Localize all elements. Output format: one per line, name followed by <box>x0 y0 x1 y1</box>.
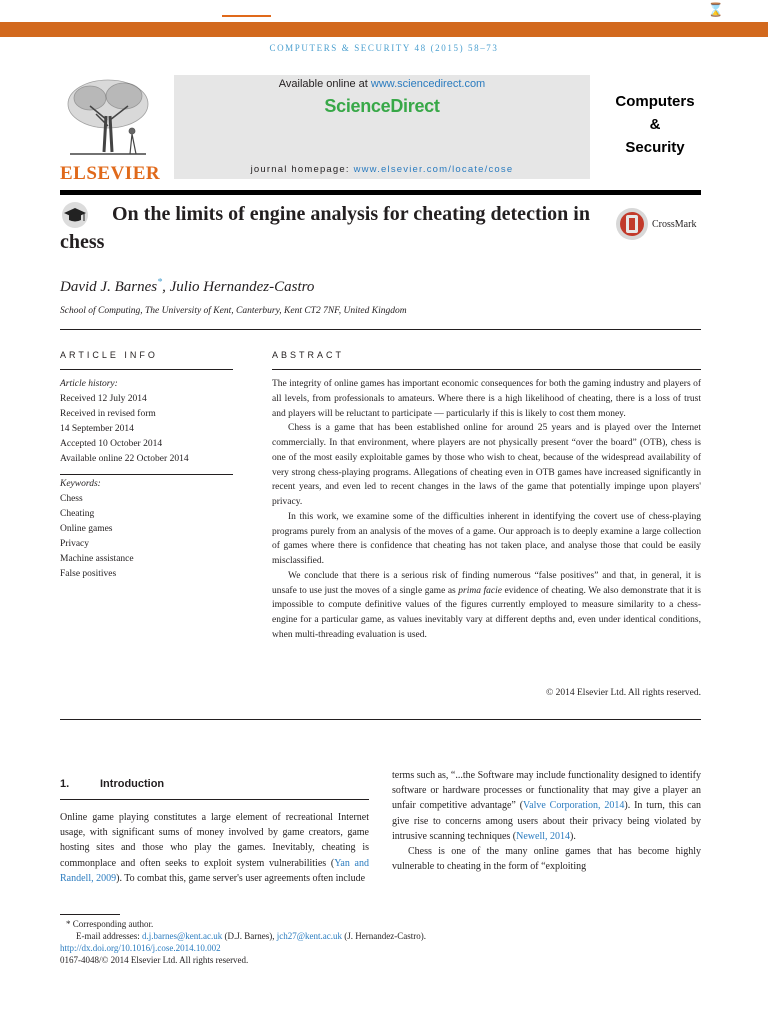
abstract-heading: ABSTRACT <box>272 350 345 360</box>
available-prefix: Available online at <box>278 78 371 90</box>
doi-link[interactable]: http://dx.doi.org/10.1016/j.cose.2014.10.002 <box>60 943 221 953</box>
abstract-copyright: © 2014 Elsevier Ltd. All rights reserved. <box>546 688 701 698</box>
abstract-paragraph: The integrity of online games has important economic consequences for both the gaming industry and players of all levels, from professionals to amateurs. Where there is a high likelihood of cheating, there is a loss of trust and players will be reluctant to participate — particularly if this is likely to cost them money. <box>272 379 701 419</box>
top-bar <box>0 0 768 22</box>
journal-title-line-2: & <box>649 116 661 133</box>
body-text: ). In turn, this can give rise to concerns among users about their privacy being violated by intrusive scanning techniques ( <box>392 800 702 842</box>
body-paragraph: Chess is one of the many online games that has become highly vulnerable to cheating in the form of “exploiting <box>392 846 701 873</box>
top-accent-line <box>222 15 271 17</box>
section-heading <box>60 778 164 790</box>
keyword-item: Machine assistance <box>60 553 134 564</box>
journal-reference: COMPUTERS & SECURITY 48 (2015) 58–73 <box>269 43 499 53</box>
orange-band <box>0 22 768 37</box>
abstract-italic: prima facie <box>458 585 503 596</box>
article-info-heading: ARTICLE INFO <box>60 350 158 360</box>
abstract-body <box>272 377 701 643</box>
right-column <box>392 768 701 874</box>
email-link[interactable]: d.j.barnes@kent.ac.uk <box>141 931 223 941</box>
body-paragraph <box>60 810 369 886</box>
crossmark-label: CrossMark <box>652 219 697 230</box>
history-item: Received in revised form <box>60 408 156 419</box>
homepage-link[interactable]: www.elsevier.com/locate/cose <box>353 164 514 175</box>
email-owner: (J. Hernandez-Castro). <box>342 931 426 941</box>
email-line <box>60 930 426 942</box>
email-link[interactable]: jch27@kent.ac.uk <box>276 931 343 941</box>
abstract-text: evidence of cheating. We also demonstrate that it is impossible to compute definitive values of the figures currently employed to measure similarity to a chess-engine for a particular game, as values inevitably vary at different depths and, even under identical conditions, when multi-threading evaluation is used. <box>272 585 701 640</box>
author-2: , Julio Hernandez-Castro <box>162 279 315 295</box>
available-online-line <box>174 78 590 90</box>
keyword-item: False positives <box>60 568 117 579</box>
reader-icon[interactable]: ⌛ <box>707 2 724 17</box>
issn-line: 0167-4048/© 2014 Elsevier Ltd. All rights reserved. <box>60 955 249 965</box>
abstract-paragraph: In this work, we examine some of the difficulties inherent in identifying the covert use of chess-playing programs purely from an analysis of the moves of a game. Our approach is to deeply examine a large collection of games where there is confidence that cheating has not taken place, and analyse those that could be easily misclassified. <box>272 511 701 566</box>
elsevier-tree-logo <box>60 76 156 160</box>
body-text: Online game playing constitutes a large element of recreational Internet usage, with significant sums of money involved by game creators, game hosting sites and those who play the games. Inevitably, cheating is commonplace and often seeks to exploit system vulnerabilities ( <box>60 812 369 869</box>
footnote-rule <box>60 914 120 915</box>
keyword-item: Chess <box>60 494 83 505</box>
citation-link[interactable]: Yan and Randell, 2009 <box>60 857 369 884</box>
affiliation-rule <box>60 329 701 330</box>
body-text: ). To combat this, game server's user agreements often include <box>116 872 366 884</box>
journal-homepage-line <box>174 164 590 175</box>
history-item: 14 September 2014 <box>60 423 134 434</box>
section-heading-rule <box>60 799 369 800</box>
body-text: ). <box>570 830 576 842</box>
article-title: On the limits of engine analysis for cheating detection in chess <box>60 203 590 253</box>
author-list <box>60 277 314 296</box>
journal-title-line-3: Security <box>625 139 685 156</box>
header-rule <box>60 190 701 195</box>
keyword-item: Online games <box>60 524 113 535</box>
article-info-rule <box>60 369 233 370</box>
journal-title-line-1: Computers <box>615 93 695 110</box>
history-item: Received 12 July 2014 <box>60 393 147 404</box>
section-title: Introduction <box>100 778 165 790</box>
email-owner: (D.J. Barnes), <box>222 931 277 941</box>
sciencedirect-logo: ScienceDirect <box>324 96 440 116</box>
history-item: Available online 22 October 2014 <box>60 453 189 464</box>
body-text: terms such as, “...the Software may include functionality designed to identify software or hardware processes or functionality that may give a player an unfair competitive advantage” ( <box>392 770 701 812</box>
doi-line <box>60 942 426 954</box>
affiliation: School of Computing, The University of Kent, Canterbury, Kent CT2 7NF, United Kingdom <box>60 306 407 316</box>
article-info <box>60 377 240 582</box>
keywords-label: Keywords: <box>60 479 101 490</box>
author-1: David J. Barnes <box>60 279 158 295</box>
homepage-prefix: journal homepage: <box>250 164 354 175</box>
abstract-text: We conclude that there is a serious risk of finding numerous “false positives” and that, in general, it is unsafe to use just the moves of a single game as <box>272 570 701 596</box>
keyword-item: Privacy <box>60 539 90 550</box>
abstract-end-rule <box>60 719 701 720</box>
email-prefix: E-mail addresses: <box>76 931 142 941</box>
abstract-paragraph: Chess is a game that has been established online for around 25 years and is played over the Internet commercially. In that environment, where players are not physically present “over the board” (OTB), chess is one of the most easily exploitable games by those who wish to cheat, because of the widespread availability of very strong chess-playing programs. Allegations of cheating even in OTB games have increased significantly in recent years, and even led to recent changes in the laws of the game that potentially impinge upon players' privacy. <box>272 423 701 507</box>
body-paragraph <box>392 768 701 844</box>
history-item: Accepted 10 October 2014 <box>60 438 163 449</box>
citation-link[interactable]: Newell, 2014 <box>516 830 571 842</box>
history-label: Article history: <box>60 379 118 389</box>
sciencedirect-link[interactable]: www.sciencedirect.com <box>370 78 486 90</box>
keyword-item: Cheating <box>60 509 95 520</box>
publisher-wordmark: ELSEVIER <box>60 163 161 184</box>
abstract-rule <box>272 369 701 370</box>
journal-title <box>600 90 710 159</box>
corresponding-note: * Corresponding author. <box>66 919 154 929</box>
left-column <box>60 810 369 886</box>
footnote <box>60 918 426 966</box>
keywords-rule <box>60 474 233 475</box>
corresponding-author-mark[interactable]: * <box>157 277 163 288</box>
citation-link[interactable]: Valve Corporation, 2014 <box>523 800 625 812</box>
section-number: 1. <box>60 778 70 790</box>
abstract-paragraph <box>272 569 701 643</box>
